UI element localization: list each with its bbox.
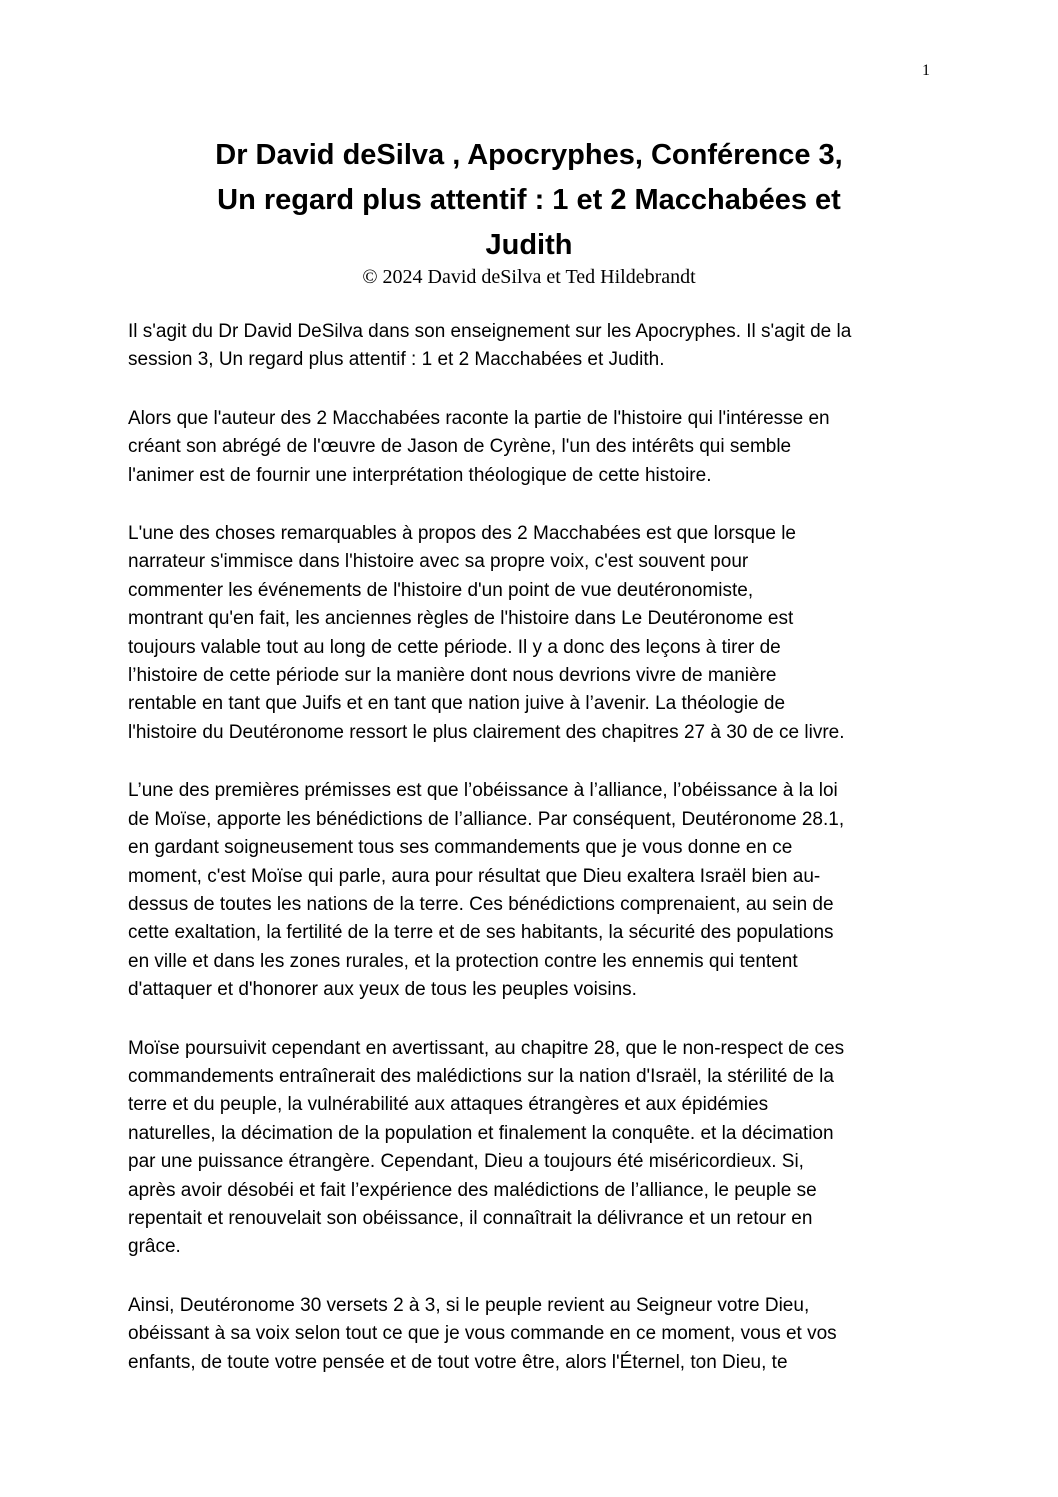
- paragraph-2-line-2: créant son abrégé de l'œuvre de Jason de Cyrène, l'un des intérêts qui semble: [128, 436, 792, 458]
- paragraph-3-line-1: L'une des choses remarquables à propos des 2 Macchabées est que lorsque le: [128, 523, 796, 545]
- paragraph-3-line-4: montrant qu'en fait, les anciennes règles de l'histoire dans Le Deutéronome est: [128, 608, 794, 630]
- paragraph-4-line-6: cette exaltation, la fertilité de la terre et de ses habitants, la sécurité des populations: [128, 922, 834, 944]
- paragraph-1-line-1: Il s'agit du Dr David DeSilva dans son enseignement sur les Apocryphes. Il s'agit de la: [128, 321, 852, 342]
- paragraph-5-line-4: naturelles, la décimation de la population et finalement la conquête. et la décimation: [128, 1122, 834, 1144]
- paragraph-3-line-6: l’histoire de cette période sur la manière dont nous devrions vivre de manière: [128, 665, 777, 687]
- paragraph-5-line-8: grâce.: [128, 1236, 181, 1258]
- paragraph-4-line-3: en gardant soigneusement tous ses commandements que je vous donne en ce: [128, 837, 793, 859]
- document-title-line-3: Judith: [485, 229, 573, 261]
- paragraph-2-line-1: Alors que l'auteur des 2 Macchabées raconte la partie de l'histoire qui l'intéresse en: [128, 407, 830, 429]
- paragraph-6-line-1: Ainsi, Deutéronome 30 versets 2 à 3, si le peuple revient au Seigneur votre Dieu,: [128, 1294, 810, 1316]
- paragraph-5-line-5: par une puissance étrangère. Cependant, Dieu a toujours été miséricordieux. Si,: [128, 1151, 804, 1173]
- paragraph-1-line-2: session 3, Un regard plus attentif : 1 et 2 Macchabées et Judith.: [128, 349, 665, 371]
- paragraph-3-line-5: toujours valable tout au long de cette période. Il y a donc des leçons à tirer de: [128, 636, 781, 658]
- paragraph-6-line-2: obéissant à sa voix selon tout ce que je vous commande en ce moment, vous et vos: [128, 1323, 837, 1345]
- paragraph-4: [128, 777, 932, 1004]
- paragraph-5-line-3: terre et du peuple, la vulnérabilité aux attaques étrangères et aux épidémies: [128, 1094, 769, 1116]
- paragraph-3-line-7: rentable en tant que Juifs et en tant que nation juive à l’avenir. La théologie de: [128, 693, 786, 715]
- paragraph-3: [128, 520, 932, 747]
- paragraph-4-line-1: L’une des premières prémisses est que l’obéissance à l’alliance, l’obéissance à la loi: [128, 780, 838, 802]
- page-number: 1: [922, 62, 930, 79]
- paragraph-5-line-6: après avoir désobéi et fait l’expérience des malédictions de l’alliance, le peuple se: [128, 1179, 817, 1201]
- paragraph-5-line-1: Moïse poursuivit cependant en avertissant, au chapitre 28, que le non-respect de ces: [128, 1037, 845, 1059]
- paragraph-5-line-2: commandements entraînerait des malédictions sur la nation d'Israël, la stérilité de la: [128, 1065, 834, 1087]
- document-body: [128, 318, 932, 1407]
- paragraph-4-line-4: moment, c'est Moïse qui parle, aura pour résultat que Dieu exaltera Israël bien au-: [128, 865, 821, 887]
- paragraph-2-line-3: l'animer est de fournir une interprétation théologique de cette histoire.: [128, 464, 712, 486]
- document-title-line-2: Un regard plus attentif : 1 et 2 Macchabées et: [217, 184, 841, 216]
- paragraph-3-line-3: commenter les événements de l'histoire d'un point de vue deutéronomiste,: [128, 579, 754, 601]
- paragraph-1: [128, 318, 932, 375]
- title-block: [100, 133, 958, 290]
- document-title-line-1: Dr David deSilva , Apocryphes, Conférence 3,: [215, 139, 843, 171]
- paragraph-3-line-2: narrateur s'immisce dans l'histoire avec sa propre voix, c'est souvent pour: [128, 551, 749, 573]
- paragraph-5-line-7: repentait et renouvelait son obéissance, il connaîtrait la délivrance et un retour en: [128, 1207, 813, 1229]
- paragraph-4-line-5: dessus de toutes les nations de la terre. Ces bénédictions comprenaient, au sein de: [128, 893, 834, 915]
- paragraph-4-line-2: de Moïse, apporte les bénédictions de l’alliance. Par conséquent, Deutéronome 28.1,: [128, 808, 845, 830]
- paragraph-2: [128, 405, 932, 490]
- paragraph-4-line-7: en ville et dans les zones rurales, et la protection contre les ennemis qui tentent: [128, 950, 798, 972]
- paragraph-6-line-3: enfants, de toute votre pensée et de tout votre être, alors l'Éternel, ton Dieu, te: [128, 1351, 788, 1373]
- paragraph-6: [128, 1292, 932, 1377]
- copyright-notice: © 2024 David deSilva et Ted Hildebrandt: [362, 266, 696, 288]
- paragraph-5: [128, 1035, 932, 1262]
- paragraph-3-line-8: l'histoire du Deutéronome ressort le plus clairement des chapitres 27 à 30 de ce livre.: [128, 721, 845, 743]
- paragraph-4-line-8: d'attaquer et d'honorer aux yeux de tous les peuples voisins.: [128, 979, 637, 1001]
